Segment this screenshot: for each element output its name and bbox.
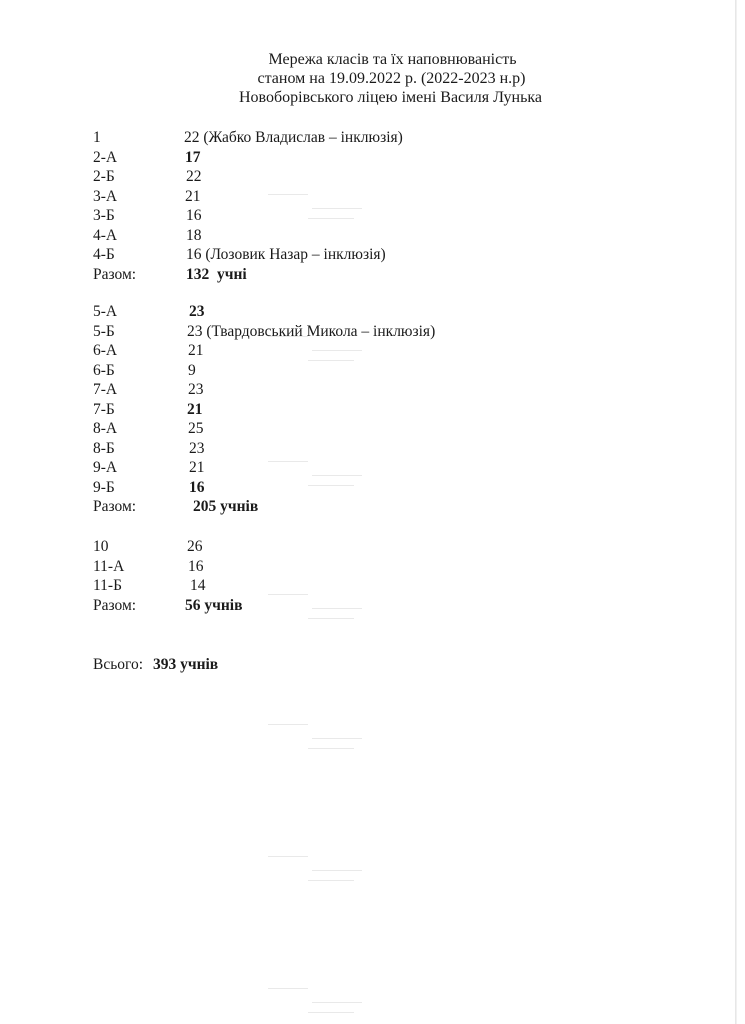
class-name: 6-А (93, 342, 118, 359)
class-name: 11-Б (93, 577, 122, 594)
class-count: 26 (187, 538, 203, 555)
class-name: 4-А (93, 226, 118, 244)
class-count: 23 (Твардовський Микола – інклюзія) (187, 322, 436, 340)
class-name: 8-А (93, 420, 118, 437)
class-count: 17 (185, 148, 201, 166)
grand-total (93, 655, 218, 675)
section-total-value: 205 учнів (193, 498, 259, 515)
class-count: 21 (188, 342, 204, 359)
scan-ghost-mark (268, 718, 378, 754)
scan-ghost-mark (268, 850, 378, 886)
class-name: 11-А (93, 557, 125, 575)
class-name: 6-Б (93, 361, 115, 379)
class-count: 16 (Лозовик Назар – інклюзія) (186, 246, 386, 263)
class-count: 16 (188, 557, 204, 575)
class-count: 23 (188, 381, 204, 398)
class-count: 16 (189, 478, 205, 496)
class-count: 9 (188, 361, 196, 379)
section-total-value: 56 учнів (185, 596, 243, 614)
grand-total-value: 393 учнів (152, 656, 219, 673)
class-name: 5-Б (93, 322, 115, 340)
class-count: 23 (189, 439, 205, 457)
class-count: 16 (186, 207, 202, 224)
scan-ghost-mark (268, 982, 378, 1018)
scan-ghost-mark (268, 188, 378, 224)
class-count: 18 (186, 226, 202, 244)
class-count: 25 (188, 420, 204, 437)
section-total-label: Разом: (93, 596, 137, 614)
class-count: 21 (185, 187, 201, 205)
header-school: Новоборівського ліцею імені Василя Лунька (238, 89, 543, 106)
class-count: 21 (189, 459, 205, 476)
document-header (0, 50, 745, 107)
section-total-label: Разом: (93, 498, 137, 515)
class-name: 9-А (93, 459, 118, 476)
class-name: 8-Б (93, 439, 115, 457)
class-name: 5-А (93, 303, 118, 320)
scan-ghost-mark (268, 588, 378, 624)
class-name: 1 (93, 129, 101, 146)
class-count: 22 (186, 168, 202, 185)
class-name: 9-Б (93, 478, 115, 496)
scan-ghost-mark (268, 455, 378, 491)
header-title: Мережа класів та їх наповнюваність (268, 51, 517, 68)
class-name: 2-А (93, 148, 118, 166)
class-name: 7-Б (93, 400, 115, 418)
class-count: 22 (Жабко Владислав – інклюзія) (184, 129, 403, 146)
grand-total-label: Всього: (93, 656, 144, 673)
class-name: 2-Б (93, 168, 115, 185)
class-name: 7-А (93, 381, 118, 398)
page-edge (735, 0, 737, 1024)
section-total-value: 132 учні (186, 265, 247, 283)
class-name: 4-Б (93, 246, 115, 263)
class-count: 14 (190, 577, 206, 594)
header-date: станом на 19.09.2022 р. (2022-2023 н.р) (257, 70, 526, 87)
class-name: 3-А (93, 187, 118, 205)
class-name: 10 (93, 538, 109, 555)
section-total-label: Разом: (93, 265, 137, 283)
class-name: 3-Б (93, 207, 115, 224)
class-count: 23 (189, 303, 205, 320)
class-count: 21 (187, 400, 203, 418)
